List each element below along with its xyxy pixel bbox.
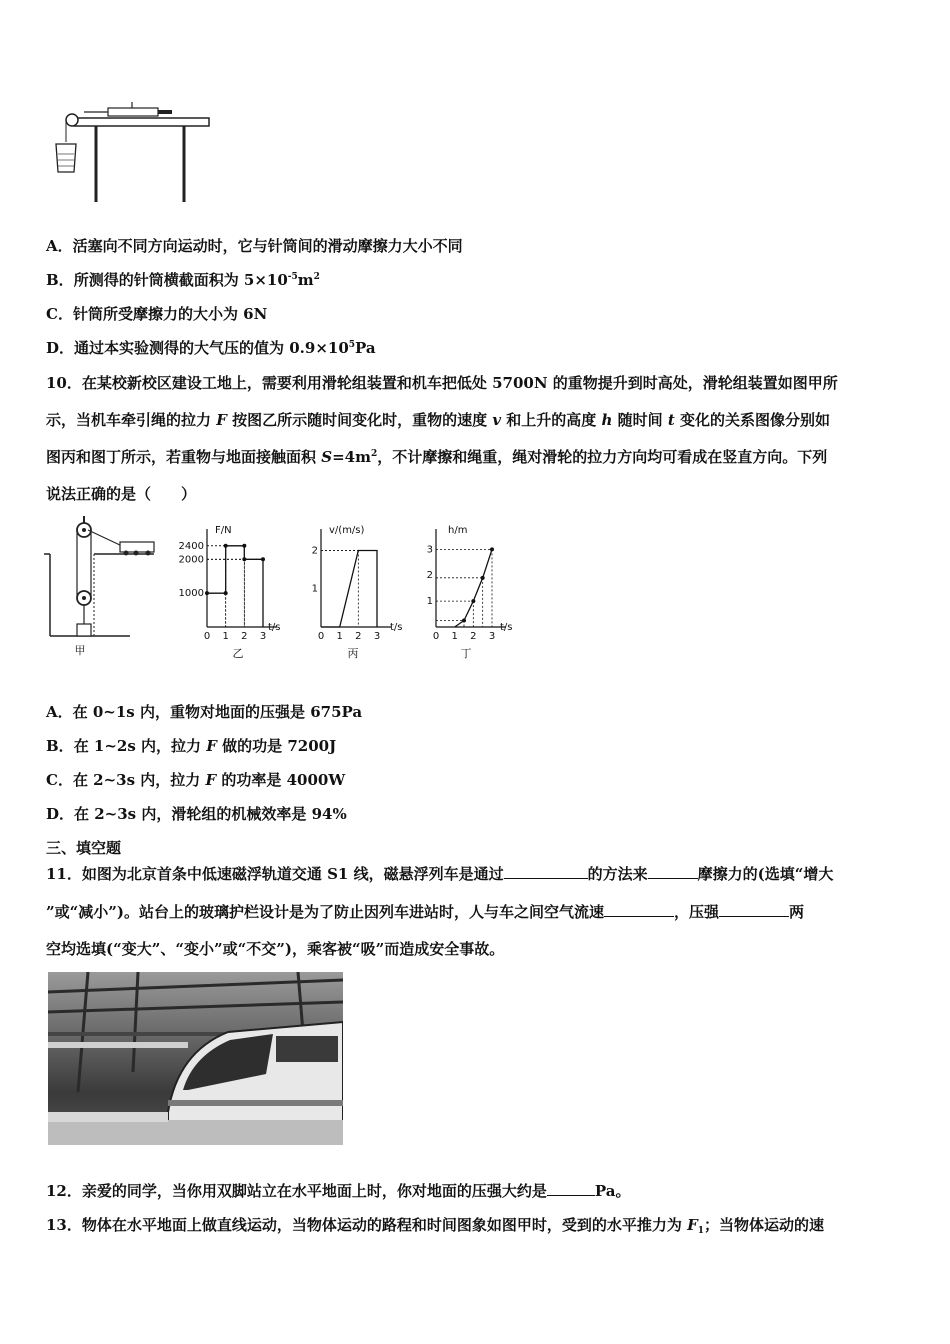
x-tick-label: 2 (470, 631, 477, 642)
x-tick-label: 1 (336, 631, 343, 642)
fig-bing-caption: 丙 (347, 647, 359, 660)
q11-line-3: 空均选填(“变大”、“变小”或“不交”)，乘客被“吸”而造成安全事故。 (46, 940, 505, 958)
syringe-apparatus-figure (44, 96, 214, 206)
x-tick-label: 3 (259, 631, 267, 642)
data-point (471, 599, 475, 603)
fig-yi-caption: 乙 (232, 647, 244, 660)
data-point (261, 557, 265, 561)
q11-blank-2[interactable] (648, 864, 698, 879)
x-tick-label: 3 (373, 631, 381, 642)
q11-blank-4[interactable] (719, 902, 789, 917)
q11-blank-1[interactable] (504, 864, 588, 879)
yi-ylabel: F/N (215, 525, 232, 536)
x-tick-label: 0 (432, 631, 440, 642)
chart-yi (175, 525, 295, 665)
x-tick-label: 2 (355, 631, 362, 642)
ding-ylabel: h/m (448, 525, 468, 536)
q10-option-b: B．在 1~2s 内，拉力 F 做的功是 7200J (46, 737, 337, 755)
data-point (490, 547, 494, 551)
q10-line-1: 10．在某校新校区建设工地上，需要利用滑轮组装置和机车把低处 5700N 的重物提升到时高处，滑轮组装置如图甲所 (46, 374, 838, 392)
data-point (242, 544, 246, 548)
y-tick-label: 1000 (178, 588, 204, 600)
bing-xlabel: t/s (390, 622, 403, 633)
section-3-title: 三、填空题 (46, 839, 122, 857)
series-line (321, 551, 377, 628)
fig-jia-caption: 甲 (74, 644, 86, 657)
q12-text: 12．亲爱的同学，当你用双脚站立在水平地面上时，你对地面的压强大约是 Pa。 (46, 1182, 631, 1200)
q9-option-c: C．针筒所受摩擦力的大小为 6N (46, 305, 268, 323)
series-line (455, 549, 492, 627)
x-tick-label: 1 (451, 631, 458, 642)
y-tick-label: 2 (426, 570, 433, 582)
y-tick-label: 3 (426, 544, 433, 556)
q11-line-1: 11．如图为北京首条中低速磁浮轨道交通 S1 线，磁悬浮列车是通过 的方法来 摩擦力的(选填“增大 (46, 865, 834, 883)
q10-option-d: D．在 2~3s 内，滑轮组的机械效率是 94% (46, 805, 347, 823)
fig-ding-caption: 丁 (460, 647, 472, 660)
q9-option-a: A．活塞向不同方向运动时，它与针筒间的滑动摩擦力大小不同 (46, 237, 463, 255)
pulley-system-figure (44, 514, 164, 664)
ding-xlabel: t/s (500, 622, 513, 633)
y-tick-label: 1 (426, 596, 433, 608)
x-tick-label: 0 (203, 631, 211, 642)
q12-blank[interactable] (547, 1181, 595, 1196)
x-tick-label: 0 (317, 631, 325, 642)
q10-line-4: 说法正确的是（ ） (46, 485, 197, 503)
q11-line-2: ”或“减小”)。站台上的玻璃护栏设计是为了防止因列车进站时，人与车之间空气流速 ，压强 两 (46, 903, 805, 921)
y-tick-label: 1 (311, 583, 318, 595)
q10-option-c: C．在 2~3s 内，拉力 F 的功率是 4000W (46, 771, 346, 789)
q10-option-a: A．在 0~1s 内，重物对地面的压强是 675Pa (46, 703, 363, 721)
data-point (462, 619, 466, 623)
q11-blank-3[interactable] (604, 902, 674, 917)
chart-ding (420, 525, 520, 665)
x-tick-label: 2 (241, 631, 248, 642)
yi-xlabel: t/s (268, 622, 281, 633)
q10-line-3: 图丙和图丁所示，若重物与地面接触面积 $S=4m^2$，不计摩擦和绳重，绳对滑轮的拉力方向均可看成在竖直方向。下列 (46, 448, 828, 466)
q9-option-d: D．通过本实验测得的大气压的值为 $0.9\times 10^5Pa$ (46, 339, 376, 357)
y-tick-label: 2400 (178, 540, 204, 552)
series-line (207, 546, 263, 627)
q10-line-2: 示，当机车牵引绳的拉力 F 按图乙所示随时间变化时，重物的速度 v 和上升的高度 h 随时间 t 变化的关系图像分别如 (46, 411, 831, 429)
x-tick-label: 3 (488, 631, 496, 642)
q9-option-b: B．所测得的针筒横截面积为 $5\times 10^{-5}m^2$ (46, 271, 320, 289)
data-point (481, 576, 485, 580)
q13-text: 13．物体在水平地面上做直线运动，当物体运动的路程和时间图象如图甲时，受到的水平推力为 $F_1$；当物体运动的速 (46, 1216, 825, 1236)
bing-ylabel: v/(m/s) (329, 525, 365, 536)
maglev-train-photo (48, 972, 343, 1145)
y-tick-label: 2000 (178, 554, 204, 566)
y-tick-label: 2 (311, 545, 318, 557)
chart-bing (305, 525, 415, 665)
x-tick-label: 1 (222, 631, 229, 642)
